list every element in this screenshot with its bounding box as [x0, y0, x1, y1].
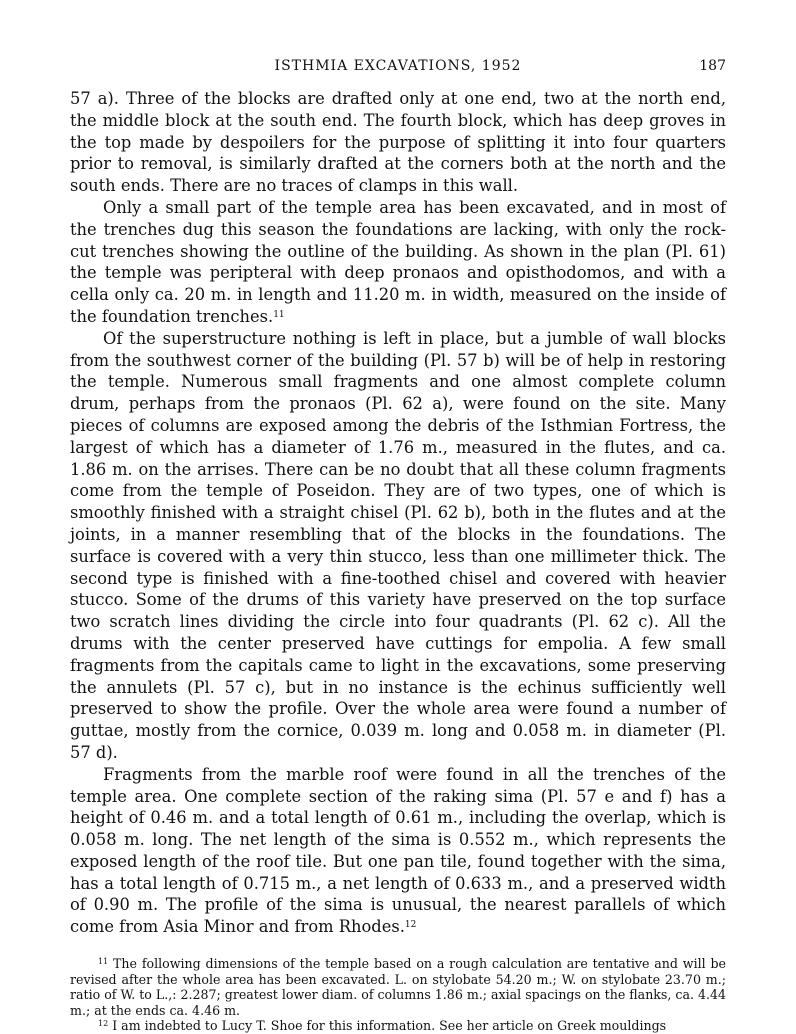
page-number: 187 — [699, 58, 726, 74]
footnotes — [70, 956, 726, 1034]
paragraph — [70, 197, 726, 328]
paragraph — [70, 88, 726, 197]
running-title: ISTHMIA EXCAVATIONS, 1952 — [274, 58, 522, 74]
footnote-text: The following dimensions of the temple based on a rough calculation are tentative and will be revised after the whole area has been excavated. L. on stylobate 54.20 m.; W. on stylobate 23.70 m.; ratio of W. to L.,: 2.287; greatest lower diam. of columns 1.86 m.; axial spacings on the flanks, ca. 4.44 m.; at the ends ca. 4.46 m. — [70, 956, 727, 1018]
paragraph-text: Only a small part of the temple area has been excavated, and in most of the trenches dug this season the foundations are lacking, with only the rock-cut trenches showing the outline of the building. As shown in the plan (Pl. 61) the temple was peripteral with deep pronaos and opisthodomos, and with a cella only ca. 20 m. in length and 11.20 m. in width, measured on the inside of the foundation trenches. — [70, 197, 726, 326]
paragraph-text: 57 a). Three of the blocks are drafted only at one end, two at the north end, the middle block at the south end. The fourth block, which has deep groves in the top made by despoilers for the purpose of splitting it into four quarters prior to removal, is similarly drafted at the corners both at the north and the south ends. There are no traces of clamps in this wall. — [70, 89, 726, 196]
paragraph — [70, 764, 726, 938]
paragraph-text: Fragments from the marble roof were found in all the trenches of the temple area. One complete section of the raking sima (Pl. 57 e and f) has a height of 0.46 m. and a total length of 0.61 m., including the overlap, which is 0.058 m. long. The net length of the sima is 0.552 m., which represents the exposed length of the roof tile. But one pan tile, found together with the sima, has a total length of 0.715 m., a net length of 0.633 m., and a preserved width of 0.90 m. The profile of the sima is unusual, the nearest parallels of which come from Asia Minor and from Rhodes. — [70, 764, 726, 937]
footnote-number: 11 — [98, 957, 109, 967]
footnote — [70, 1018, 726, 1034]
page-header — [70, 58, 726, 88]
paragraph-text: Of the superstructure nothing is left in place, but a jumble of wall blocks from the southwest corner of the building (Pl. 57 b) will be of help in restoring the temple. Numerous small fragments and one almost complete column drum, perhaps from the pronaos (Pl. 62 a), were found on the site. Many pieces of columns are exposed among the debris of the Isthmian Fortress, the largest of which has a diameter of 1.76 m., measured in the flutes, and ca. 1.86 m. on the arrises. There can be no doubt that all these column fragments come from the temple of Poseidon. They are of two types, one of which is smoothly finished with a straight chisel (Pl. 62 b), both in the flutes and at the joints, in a manner resembling that of the blocks in the foundations. The surface is covered with a very thin stucco, less than one millimeter thick. The second type is finished with a fine-toothed chisel and covered with heavier stucco. Some of the drums of this variety have preserved on the top surface two scratch lines dividing the circle into four quadrants (Pl. 62 c). All the drums with the center preserved have cuttings for empolia. A few small fragments from the capitals came to light in the excavations, some preserving the annulets (Pl. 57 c), but in no instance is the echinus sufficiently well preserved to show the profile. Over the whole area were found a number of guttae, mostly from the cornice, 0.039 m. long and 0.058 m. in diameter (Pl. 57 d). — [70, 328, 726, 762]
footnote-ref-11[interactable]: 11 — [273, 309, 285, 320]
page — [70, 58, 726, 1034]
body-text — [70, 88, 726, 938]
footnote-text: I am indebted to Lucy T. Shoe for this information. See her article on Greek mouldings — [112, 1018, 667, 1034]
footnote — [70, 956, 726, 1018]
footnote-ref-12[interactable]: 12 — [404, 920, 417, 931]
paragraph — [70, 328, 726, 764]
footnote-number: 12 — [98, 1019, 109, 1029]
